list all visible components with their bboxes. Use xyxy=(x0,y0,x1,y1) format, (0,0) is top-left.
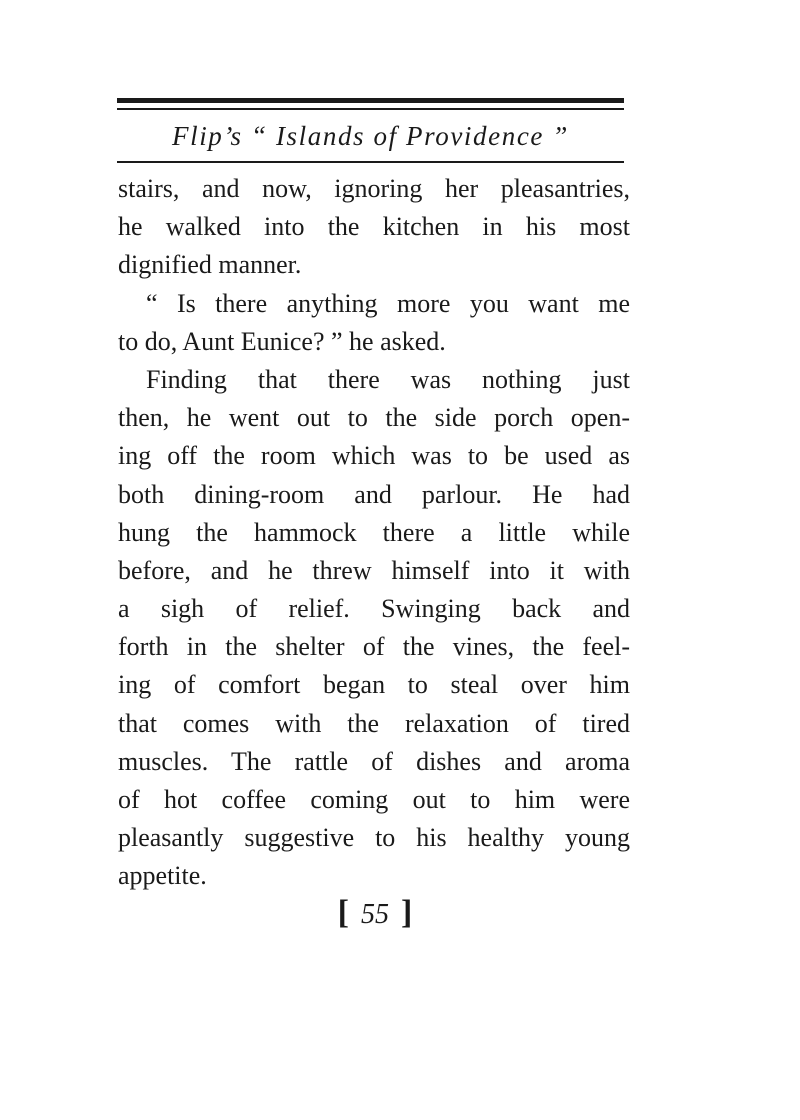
text-line: appetite. xyxy=(118,861,207,891)
text-line: “ Is there anything more you want me xyxy=(146,288,630,318)
text-line: stairs, and now, ignoring her pleasantries, xyxy=(118,174,630,203)
text-line: a sigh of relief. Swinging back and xyxy=(118,594,630,624)
text-line: that comes with the relaxation of tired xyxy=(118,708,630,738)
text-line: forth in the shelter of the vines, the feel- xyxy=(118,632,630,662)
header-rule-bottom xyxy=(117,161,624,163)
text-line: both dining-room and parlour. He had xyxy=(118,479,630,509)
text-line: ing of comfort began to steal over him xyxy=(118,670,630,700)
folio-number: 55 xyxy=(361,899,389,930)
text-line: pleasantly suggestive to his healthy young xyxy=(118,823,630,853)
text-line: then, he went out to the side porch open- xyxy=(118,403,630,433)
page-number xyxy=(0,893,750,935)
text-line: before, and he threw himself into it with xyxy=(118,555,630,585)
folio-open-bracket: [ xyxy=(337,894,349,931)
running-head: Flip’s “ Islands of Providence ” xyxy=(172,121,569,151)
text-line: he walked into the kitchen in his most xyxy=(118,212,630,242)
text-line: Finding that there was nothing just xyxy=(146,364,630,394)
header-rule-thick xyxy=(117,98,624,103)
text-line: to do, Aunt Eunice? ” he asked. xyxy=(118,326,446,356)
text-line: muscles. The rattle of dishes and aroma xyxy=(118,746,630,776)
folio-close-bracket: ] xyxy=(401,894,413,931)
header-rule-thin xyxy=(117,108,624,110)
text-line: of hot coffee coming out to him were xyxy=(118,785,630,814)
body-text xyxy=(118,170,630,896)
text-line: hung the hammock there a little while xyxy=(118,517,630,547)
text-line: dignified manner. xyxy=(118,250,302,280)
text-line: ing off the room which was to be used as xyxy=(118,441,630,471)
